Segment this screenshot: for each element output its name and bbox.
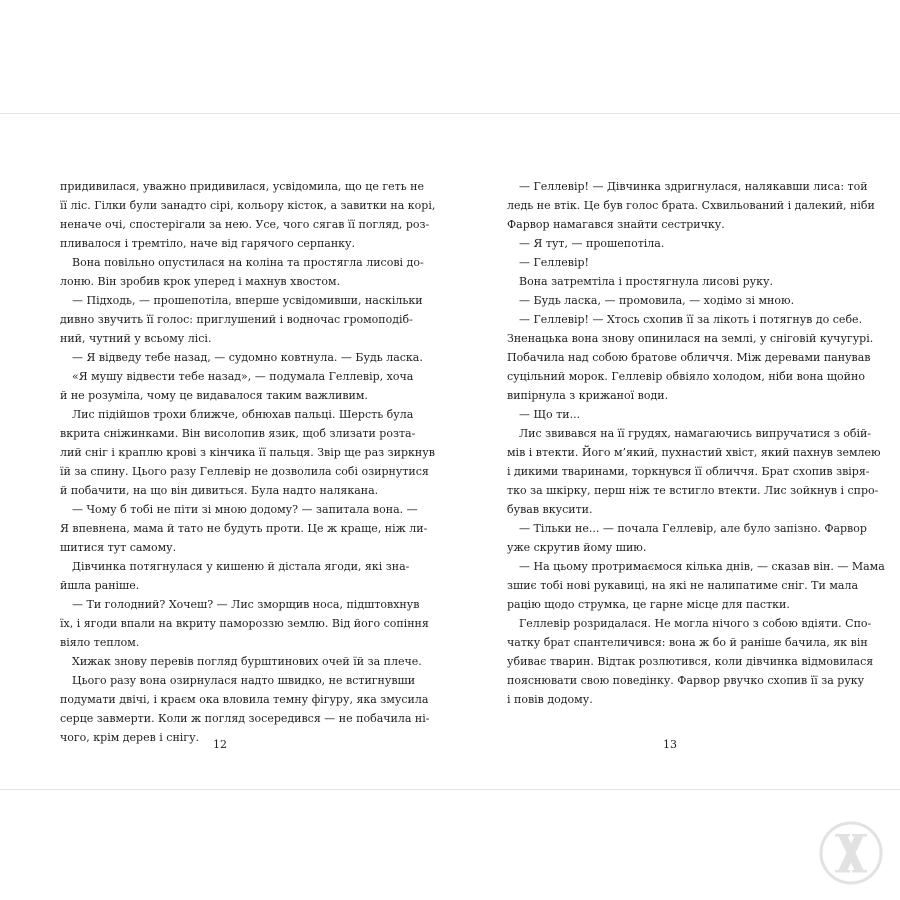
text-line: випірнула з крижаної води. <box>507 389 669 402</box>
text-line: зшиє тобі нові рукавиці, на які не налипатиме сніг. Ти мала <box>507 579 859 592</box>
text-line: і дикими тваринами, торкнувся її обличчя. Брат схопив звіря- <box>507 465 870 478</box>
text-line: вкрита сніжинками. Він висолопив язик, щоб злизати розта- <box>60 427 416 440</box>
text-line: Цього разу вона озирнулася надто швидко, не встигнувши <box>72 674 416 687</box>
text-line: шитися тут самому. <box>60 541 177 554</box>
text-line: Дівчинка потягнулася у кишеню й дістала ягоди, які зна- <box>72 560 410 573</box>
text-line: лий сніг і краплю крові з кінчика її пальця. Звір ще раз зиркнув <box>60 446 435 459</box>
text-line: Я впевнена, мама й тато не будуть проти. Це ж краще, ніж ли- <box>60 522 428 535</box>
text-line: неначе очі, спостерігали за нею. Усе, чого сягав її погляд, роз- <box>60 218 430 231</box>
text-line: — Я тут, — прошепотіла. <box>519 237 665 250</box>
text-line: Зненацька вона знову опинилася на землі, у сніговій кучугурі. <box>507 332 874 345</box>
text-line: ний, чутний у всьому лісі. <box>60 332 212 345</box>
text-line: уже скрутив йому шию. <box>507 541 647 554</box>
text-line: й побачити, на що він дивиться. Була надто налякана. <box>60 484 379 497</box>
left-page-number: 12 <box>213 738 227 751</box>
text-line: — Геллевір! <box>519 256 589 269</box>
text-line: їх, і ягоди впали на вкриту памороззю землю. Від його сопіння <box>60 617 429 630</box>
text-line: — Будь ласка, — промовила, — ходімо зі мною. <box>519 294 795 307</box>
text-line: Побачила над собою братове обличчя. Між деревами панував <box>507 351 871 364</box>
text-line: — Підходь, — прошепотіла, вперше усвідомивши, наскільки <box>72 294 423 307</box>
text-line: чого, крім дерев і снігу. <box>60 731 200 744</box>
text-line: йшла раніше. <box>60 579 140 592</box>
right-page-text <box>507 177 885 709</box>
text-line: бував вкусити. <box>507 503 593 516</box>
text-line: дивно звучить її голос: приглушений і водночас громоподіб- <box>60 313 413 326</box>
text-line: убиває тварин. Відтак розлютився, коли дівчинка відмовилася <box>507 655 874 668</box>
text-line: Лис підійшов трохи ближче, обнюхав пальці. Шерсть була <box>72 408 414 421</box>
text-line: і повів додому. <box>507 693 593 706</box>
text-line: — Чому б тобі не піти зі мною додому? — запитала вона. — <box>72 503 418 516</box>
text-line: придивилася, уважно придивилася, усвідомила, що це геть не <box>60 180 425 193</box>
text-line: тко за шкірку, перш ніж те встигло втекти. Лис зойкнув і спро- <box>507 484 879 497</box>
text-line: лоню. Він зробив крок уперед і махнув хвостом. <box>60 275 341 288</box>
book-spread <box>0 113 900 790</box>
text-line: й не розуміла, чому це видавалося таким важливим. <box>60 389 368 402</box>
text-line: «Я мушу відвести тебе назад», — подумала Геллевір, хоча <box>72 370 414 383</box>
text-line: чатку брат спантеличився: вона ж бо й раніше бачила, як він <box>507 636 868 649</box>
right-page <box>450 114 900 789</box>
text-line: ледь не втік. Це був голос брата. Схвильований і далекий, ніби <box>507 199 875 212</box>
left-page <box>0 114 450 789</box>
text-line: — Тільки не... — почала Геллевір, але було запізно. Фарвор <box>519 522 867 535</box>
text-line: пояснювати свою поведінку. Фарвор рвучко схопив її за руку <box>507 674 865 687</box>
text-line: подумати двічі, і краєм ока вловила темну фігуру, яка змусила <box>60 693 429 706</box>
text-line: пливалося і тремтіло, наче від гарячого серпанку. <box>60 237 356 250</box>
text-line: Геллевір розридалася. Не могла нічого з собою вдіяти. Спо- <box>519 617 872 630</box>
publisher-x-logo-icon <box>818 820 884 886</box>
text-line: — Що ти... <box>519 408 581 421</box>
text-line: їй за спину. Цього разу Геллевір не дозволила собі озирнутися <box>60 465 429 478</box>
text-line: — Геллевір! — Дівчинка здригнулася, налякавши лиса: той <box>519 180 868 193</box>
text-line: її ліс. Гілки були занадто сірі, кольору кісток, а завитки на корі, <box>60 199 436 212</box>
text-line: Хижак знову перевів погляд бурштинових очей їй за плече. <box>72 655 422 668</box>
text-line: віяло теплом. <box>60 636 140 649</box>
text-line: рацію щодо струмка, це гарне місце для пастки. <box>507 598 790 611</box>
text-line: — На цьому протримаємося кілька днів, — сказав він. — Мама <box>519 560 885 573</box>
text-line: Вона повільно опустилася на коліна та простягла лисові до- <box>72 256 424 269</box>
text-line: мів і втекти. Його м’який, пухнастий хвіст, який пахнув землею <box>507 446 881 459</box>
text-line: серце завмерти. Коли ж погляд зосередився — не побачила ні- <box>60 712 430 725</box>
right-page-number: 13 <box>663 738 677 751</box>
text-line: Вона затремтіла і простягнула лисові руку. <box>519 275 773 288</box>
text-line: — Геллевір! — Хтось схопив її за лікоть і потягнув до себе. <box>519 313 863 326</box>
text-line: Фарвор намагався знайти сестричку. <box>507 218 725 231</box>
text-line: — Ти голодний? Хочеш? — Лис зморщив носа, підштовхнув <box>72 598 420 611</box>
text-line: Лис звивався на її грудях, намагаючись випручатися з обій- <box>519 427 872 440</box>
text-line: суцільний морок. Геллевір обвіяло холодом, ніби вона щойно <box>507 370 865 383</box>
left-page-text <box>60 177 436 747</box>
text-line: — Я відведу тебе назад, — судомно ковтнула. — Будь ласка. <box>72 351 423 364</box>
